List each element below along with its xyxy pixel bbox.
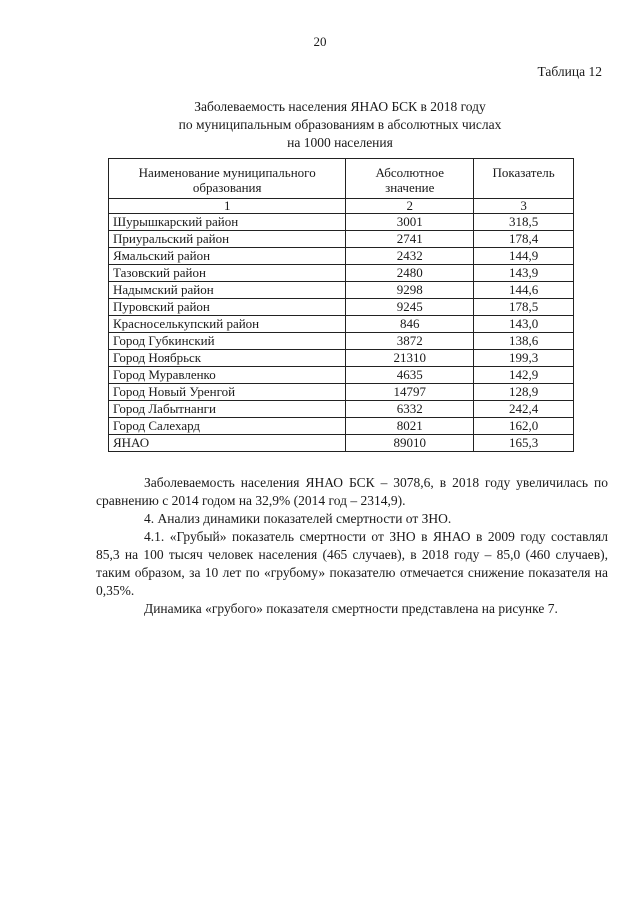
absolute-value: 4635 bbox=[346, 367, 474, 384]
municipality-name: Надымский район bbox=[109, 282, 346, 299]
rate-value: 144,9 bbox=[474, 248, 574, 265]
absolute-value: 89010 bbox=[346, 435, 474, 452]
municipality-name: Город Ноябрьск bbox=[109, 350, 346, 367]
header-municipality: Наименование муниципального образования bbox=[109, 159, 346, 199]
rate-value: 199,3 bbox=[474, 350, 574, 367]
municipality-name: Красноселькупский район bbox=[109, 316, 346, 333]
table-row bbox=[109, 401, 574, 418]
absolute-value: 3001 bbox=[346, 214, 474, 231]
table-row bbox=[109, 367, 574, 384]
municipality-name: Город Муравленко bbox=[109, 367, 346, 384]
table-index-row bbox=[109, 199, 574, 214]
title-line-3: на 1000 населения bbox=[287, 135, 393, 150]
rate-value: 178,5 bbox=[474, 299, 574, 316]
table-title bbox=[100, 98, 580, 152]
rate-value: 242,4 bbox=[474, 401, 574, 418]
rate-value: 318,5 bbox=[474, 214, 574, 231]
table-row bbox=[109, 418, 574, 435]
table-row bbox=[109, 299, 574, 316]
rate-value: 178,4 bbox=[474, 231, 574, 248]
table-row bbox=[109, 384, 574, 401]
rate-value: 162,0 bbox=[474, 418, 574, 435]
rate-value: 165,3 bbox=[474, 435, 574, 452]
page-number: 20 bbox=[313, 34, 327, 49]
absolute-value: 2480 bbox=[346, 265, 474, 282]
absolute-value: 2432 bbox=[346, 248, 474, 265]
absolute-value: 8021 bbox=[346, 418, 474, 435]
absolute-value: 2741 bbox=[346, 231, 474, 248]
paragraph-figure-reference: Динамика «грубого» показателя смертности представлена на рисунке 7. bbox=[144, 601, 558, 616]
header-rate: Показатель bbox=[474, 159, 574, 199]
rate-value: 128,9 bbox=[474, 384, 574, 401]
table-row bbox=[109, 265, 574, 282]
absolute-value: 3872 bbox=[346, 333, 474, 350]
table-row bbox=[109, 282, 574, 299]
rate-value: 144,6 bbox=[474, 282, 574, 299]
absolute-value: 6332 bbox=[346, 401, 474, 418]
table-label: Таблица 12 bbox=[537, 64, 602, 79]
municipality-name: Город Салехард bbox=[109, 418, 346, 435]
table-row bbox=[109, 333, 574, 350]
rate-value: 138,6 bbox=[474, 333, 574, 350]
municipality-name: Приуральский район bbox=[109, 231, 346, 248]
table-row bbox=[109, 231, 574, 248]
section-heading-mortality: 4. Анализ динамики показателей смертности от ЗНО. bbox=[144, 511, 452, 526]
absolute-value: 21310 bbox=[346, 350, 474, 367]
paragraph-crude-mortality: 4.1. «Грубый» показатель смертности от ЗНО в ЯНАО в 2009 году составлял 85,3 на 100 тысяч человек населения (465 случаев), в 2018 году – 85,0 (460 случаев), таким образом, за 10 лет по «грубому» показателю отмечается снижение показателя на 0,35%. bbox=[96, 529, 608, 598]
absolute-value: 14797 bbox=[346, 384, 474, 401]
table-row bbox=[109, 350, 574, 367]
municipality-name: Ямальский район bbox=[109, 248, 346, 265]
absolute-value: 846 bbox=[346, 316, 474, 333]
title-line-2: по муниципальным образованиям в абсолютных числах bbox=[178, 117, 502, 132]
index-cell: 2 bbox=[346, 199, 474, 214]
table-row bbox=[109, 214, 574, 231]
municipality-name: Тазовский район bbox=[109, 265, 346, 282]
index-cell: 1 bbox=[109, 199, 346, 214]
table-row-total bbox=[109, 435, 574, 452]
table-row bbox=[109, 248, 574, 265]
morbidity-table bbox=[108, 158, 574, 452]
municipality-name: Город Новый Уренгой bbox=[109, 384, 346, 401]
rate-value: 143,9 bbox=[474, 265, 574, 282]
index-cell: 3 bbox=[474, 199, 574, 214]
header-absolute: Абсолютное значение bbox=[346, 159, 474, 199]
paragraph-morbidity-summary: Заболеваемость населения ЯНАО БСК – 3078,6, в 2018 году увеличилась по сравнению с 2014 годом на 32,9% (2014 год – 2314,9). bbox=[96, 475, 608, 508]
title-line-1: Заболеваемость населения ЯНАО БСК в 2018 году bbox=[194, 99, 486, 114]
table-header-row bbox=[109, 159, 574, 199]
rate-value: 143,0 bbox=[474, 316, 574, 333]
absolute-value: 9298 bbox=[346, 282, 474, 299]
absolute-value: 9245 bbox=[346, 299, 474, 316]
municipality-name: Город Лабытнанги bbox=[109, 401, 346, 418]
municipality-name: Пуровский район bbox=[109, 299, 346, 316]
municipality-name: ЯНАО bbox=[109, 435, 346, 452]
municipality-name: Город Губкинский bbox=[109, 333, 346, 350]
municipality-name: Шурышкарский район bbox=[109, 214, 346, 231]
table-row bbox=[109, 316, 574, 333]
rate-value: 142,9 bbox=[474, 367, 574, 384]
